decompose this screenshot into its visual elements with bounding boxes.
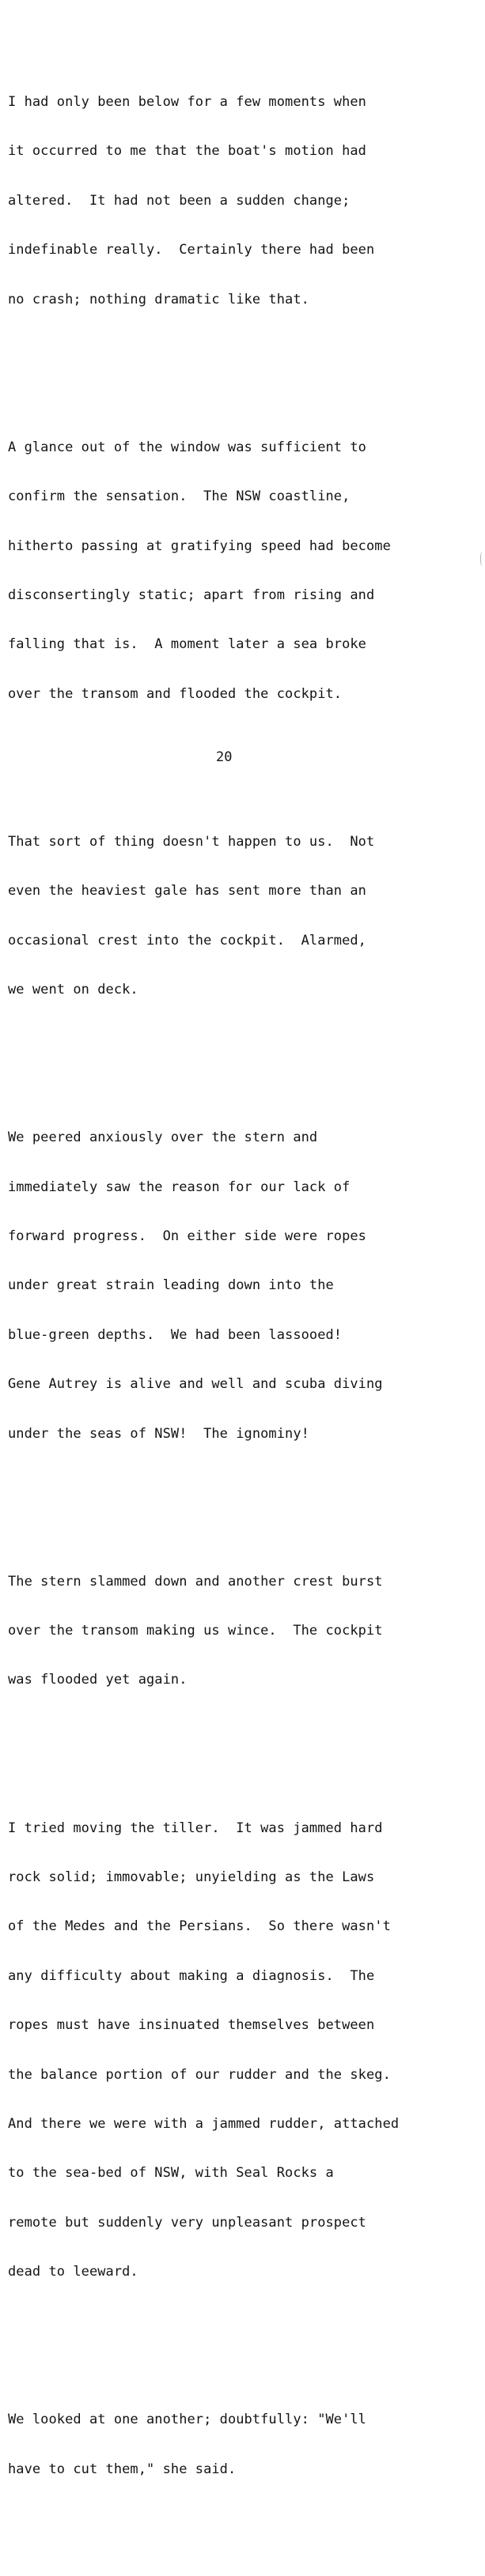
text-line: the balance portion of our rudder and the skeg.	[8, 2066, 391, 2083]
text-line: occasional crest into the cockpit. Alarmed,	[8, 932, 366, 949]
text-line: disconsertingly static; apart from rising and	[8, 586, 375, 603]
text-line: have to cut them," she said.	[8, 2461, 237, 2477]
paragraph-4	[8, 1097, 483, 1475]
paragraph-5	[8, 1541, 483, 1722]
text-line: falling that is. A moment later a sea broke	[8, 636, 366, 653]
paragraph-3	[8, 801, 483, 1031]
text-line: blue-green depths. We had been lassooed!	[8, 1326, 343, 1343]
text-line: of the Medes and the Persians. So there wasn't	[8, 1918, 391, 1935]
paragraph-2	[8, 406, 483, 735]
text-line: And there we were with a jammed rudder, attached	[8, 2116, 400, 2132]
text-line: immediately saw the reason for our lack of	[8, 1179, 350, 1195]
text-line: was flooded yet again.	[8, 1672, 188, 1688]
text-line: any difficulty about making a diagnosis. The	[8, 1967, 375, 1984]
text-line: even the heaviest gale has sent more than an	[8, 883, 366, 900]
text-line: rock solid; immovable; unyielding as the Laws	[8, 1869, 375, 1886]
body-text	[8, 12, 483, 2576]
text-line: indefinable really. Certainly there had been	[8, 242, 375, 258]
paragraph-6	[8, 1787, 483, 2314]
margin-mark	[480, 552, 483, 566]
page-number-text: 20	[216, 749, 233, 765]
text-line: it occurred to me that the boat's motion had	[8, 143, 366, 160]
text-line: altered. It had not been a sudden change;	[8, 192, 350, 209]
paragraph-7	[8, 2379, 483, 2510]
text-line: over the transom making us wince. The cockpit	[8, 1623, 383, 1639]
text-line: we went on deck.	[8, 982, 138, 998]
text-line: under the seas of NSW! The ignominy!	[8, 1425, 309, 1442]
text-line: ropes must have insinuated themselves between	[8, 2017, 375, 2034]
text-line: forward progress. On either side were ropes	[8, 1228, 366, 1244]
text-line: That sort of thing doesn't happen to us. Not	[8, 833, 375, 850]
text-line: under great strain leading down into the	[8, 1277, 334, 1294]
text-line: remote but suddenly very unpleasant prospect	[8, 2214, 366, 2231]
paragraph-1	[8, 61, 483, 341]
text-line: I tried moving the tiller. It was jammed hard	[8, 1820, 383, 1836]
text-line: I had only been below for a few moments when	[8, 93, 366, 110]
text-line: A glance out of the window was sufficient to	[8, 439, 366, 455]
text-line: Gene Autrey is alive and well and scuba diving	[8, 1376, 383, 1393]
text-line: The stern slammed down and another crest burst	[8, 1573, 383, 1590]
text-line: dead to leeward.	[8, 2264, 138, 2280]
text-line: no crash; nothing dramatic like that.	[8, 291, 309, 307]
text-line: confirm the sensation. The NSW coastline,	[8, 488, 350, 505]
text-line: to the sea-bed of NSW, with Seal Rocks a	[8, 2165, 334, 2182]
text-line: over the transom and flooded the cockpit.	[8, 685, 343, 702]
text-line: hitherto passing at gratifying speed had become	[8, 537, 391, 554]
text-line: We peered anxiously over the stern and	[8, 1130, 318, 1146]
text-line: We looked at one another; doubtfully: "We'll	[8, 2412, 366, 2428]
